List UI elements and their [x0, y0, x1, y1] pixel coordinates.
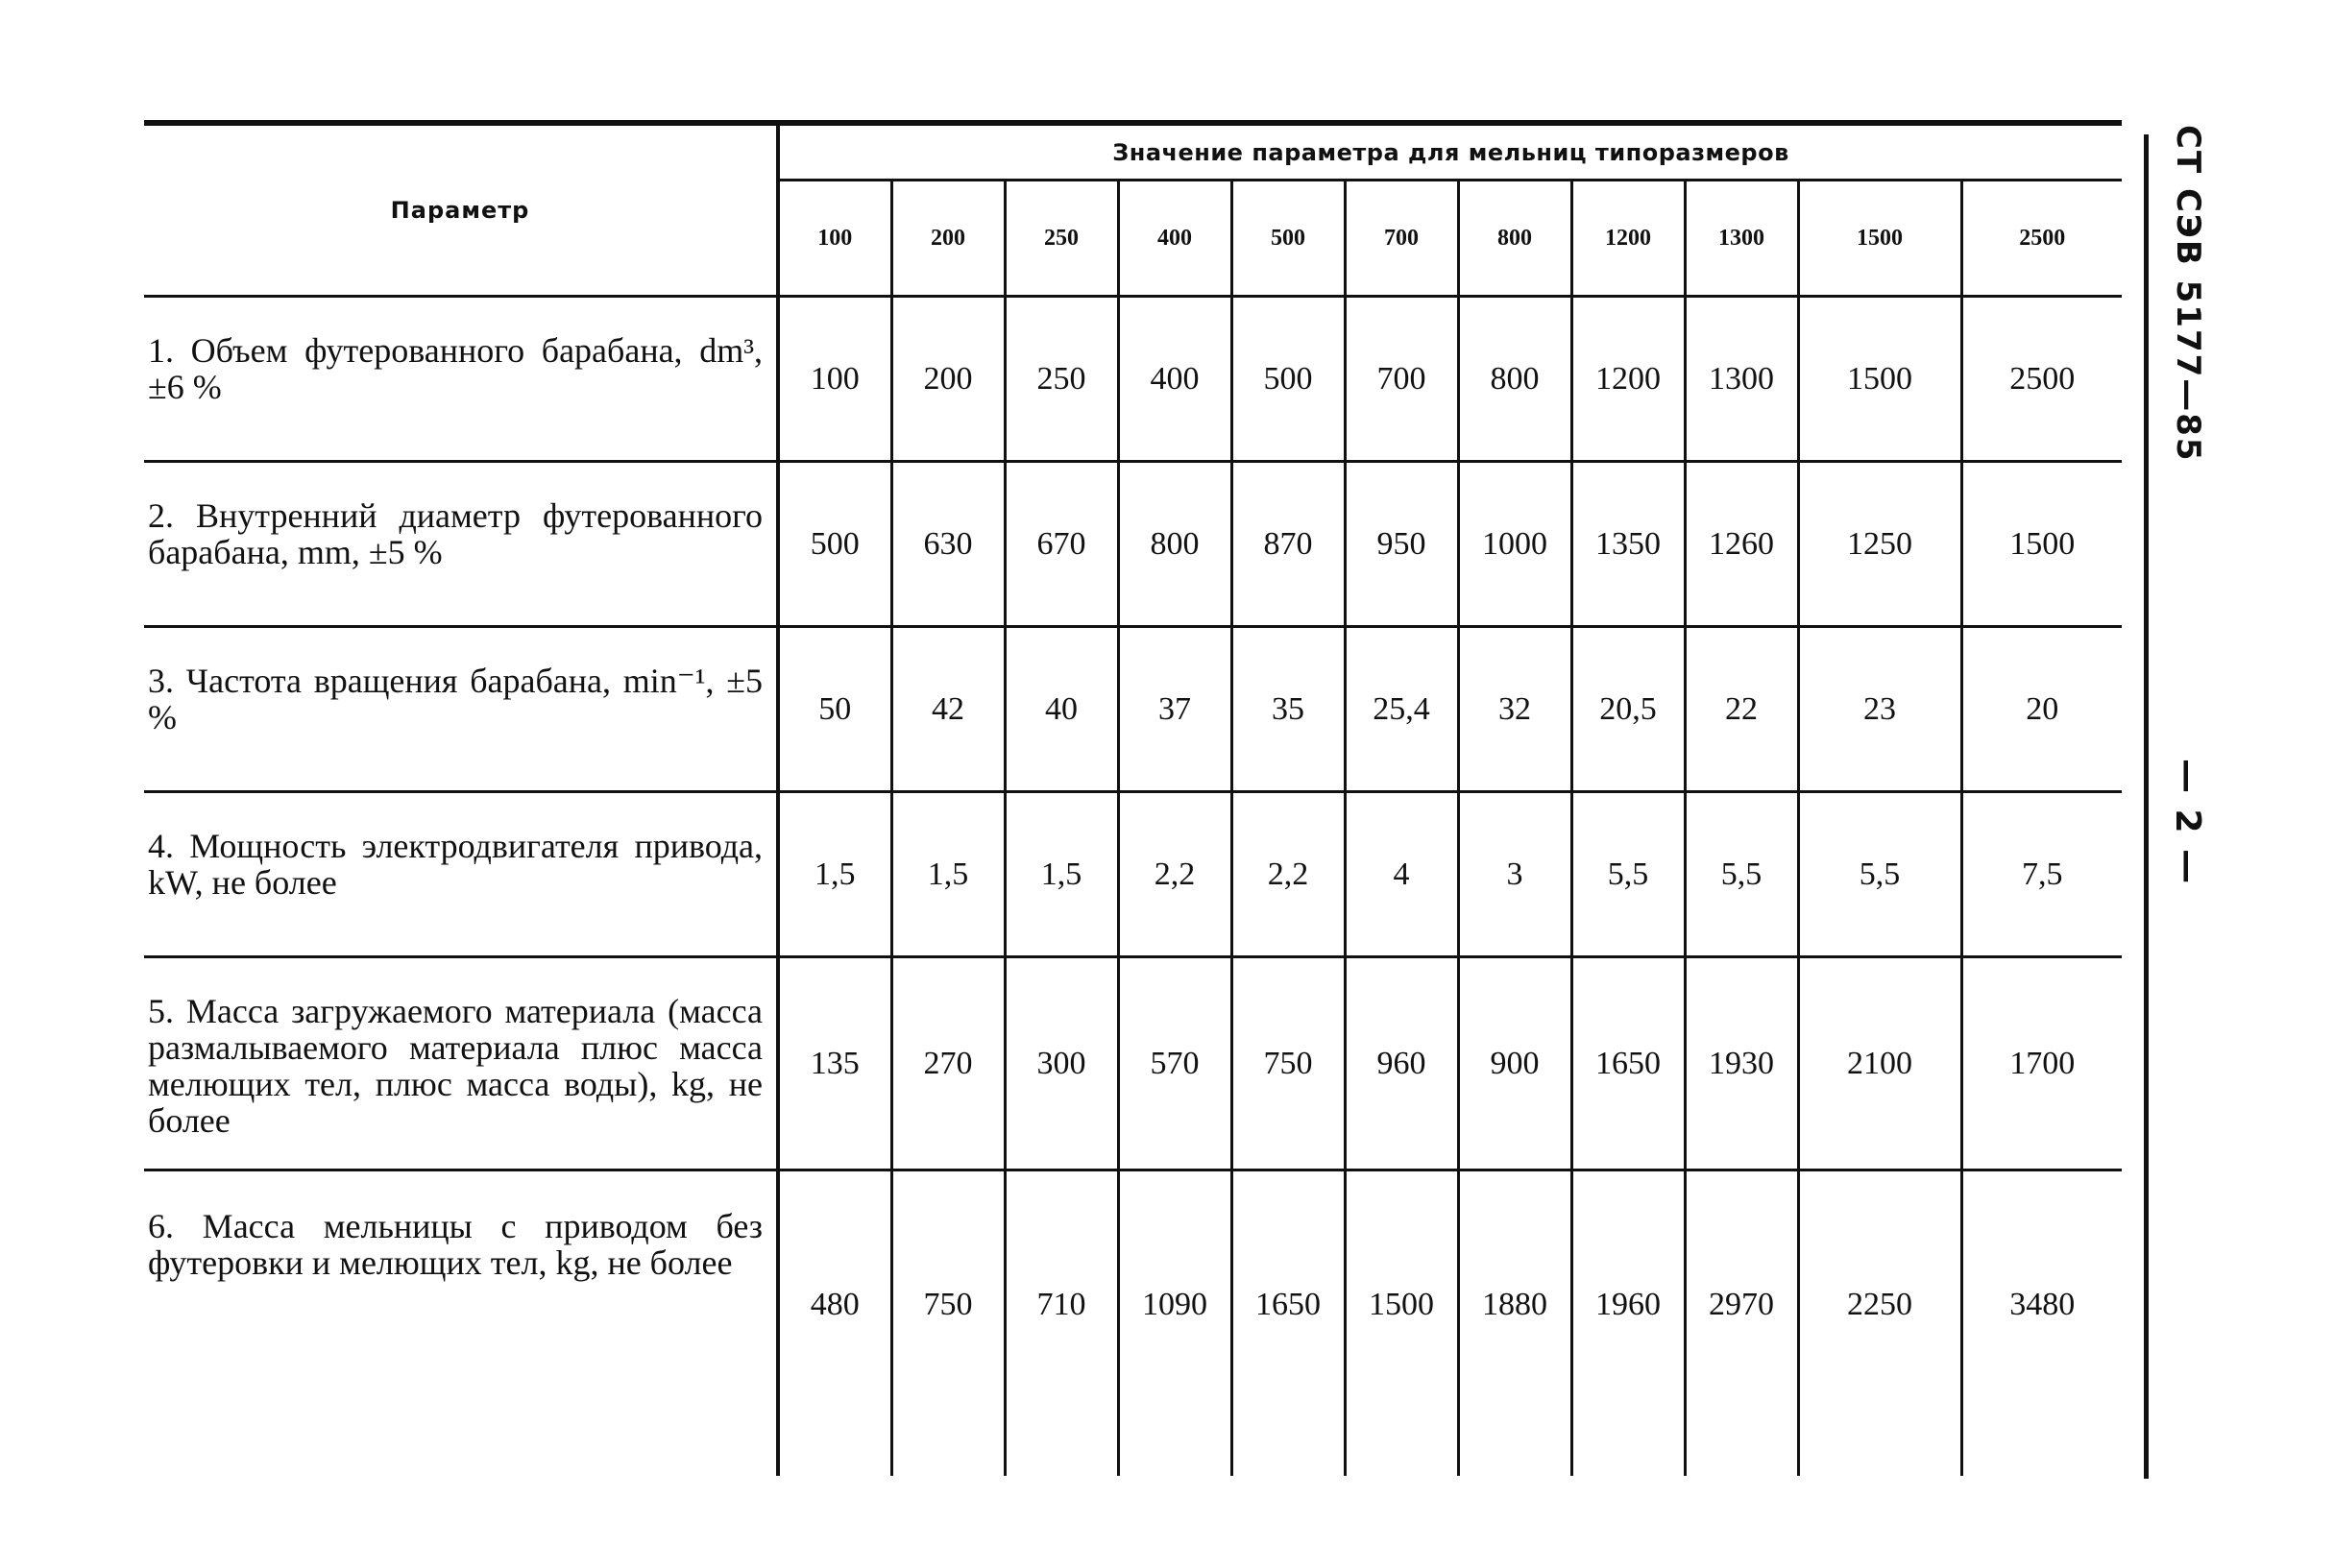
value-cell: 2100 — [1798, 957, 1961, 1170]
value-cell: 1090 — [1118, 1170, 1231, 1476]
page-number — [2168, 759, 2207, 886]
value-cell: 1880 — [1458, 1170, 1571, 1476]
size-group-header: Значение параметра для мельниц типоразмеров — [778, 123, 2122, 181]
value-cell: 400 — [1118, 297, 1231, 462]
value-cell: 7,5 — [1961, 792, 2122, 957]
value-cell: 2970 — [1685, 1170, 1798, 1476]
value-cell: 1,5 — [1005, 792, 1118, 957]
value-cell: 700 — [1345, 297, 1458, 462]
size-header: 2500 — [1961, 181, 2122, 297]
size-header: 1200 — [1571, 181, 1685, 297]
value-cell: 1960 — [1571, 1170, 1685, 1476]
value-cell: 40 — [1005, 627, 1118, 792]
value-cell: 1650 — [1571, 957, 1685, 1170]
value-cell: 35 — [1231, 627, 1345, 792]
value-cell: 800 — [1458, 297, 1571, 462]
size-header: 250 — [1005, 181, 1118, 297]
value-cell: 800 — [1118, 462, 1231, 627]
parameter-label: 4. Мощность электродвигателя привода, kW, не более — [144, 792, 778, 957]
value-cell: 20 — [1961, 627, 2122, 792]
value-cell: 1000 — [1458, 462, 1571, 627]
value-cell: 1200 — [1571, 297, 1685, 462]
size-header: 1500 — [1798, 181, 1961, 297]
value-cell: 100 — [778, 297, 891, 462]
value-cell: 1650 — [1231, 1170, 1345, 1476]
value-cell: 3 — [1458, 792, 1571, 957]
table-row — [144, 957, 2122, 1170]
value-cell: 950 — [1345, 462, 1458, 627]
value-cell: 870 — [1231, 462, 1345, 627]
value-cell: 1500 — [1345, 1170, 1458, 1476]
value-cell: 480 — [778, 1170, 891, 1476]
value-cell: 500 — [778, 462, 891, 627]
value-cell: 1350 — [1571, 462, 1685, 627]
value-cell: 900 — [1458, 957, 1571, 1170]
value-cell: 42 — [891, 627, 1005, 792]
value-cell: 630 — [891, 462, 1005, 627]
value-cell: 22 — [1685, 627, 1798, 792]
value-cell: 5,5 — [1798, 792, 1961, 957]
value-cell: 2,2 — [1231, 792, 1345, 957]
value-cell: 5,5 — [1571, 792, 1685, 957]
value-cell: 2250 — [1798, 1170, 1961, 1476]
value-cell: 1500 — [1798, 297, 1961, 462]
parameter-label: 5. Масса загружаемого материала (масса размалываемого материала плюс масса мелющих тел, плюс масса воды), kg, не более — [144, 957, 778, 1170]
value-cell: 37 — [1118, 627, 1231, 792]
margin-rule — [2144, 134, 2149, 1479]
value-cell: 23 — [1798, 627, 1961, 792]
value-cell: 3480 — [1961, 1170, 2122, 1476]
value-cell: 1,5 — [778, 792, 891, 957]
parameter-label: 1. Объем футерованного барабана, dm³, ±6 % — [144, 297, 778, 462]
value-cell: 250 — [1005, 297, 1118, 462]
value-cell: 135 — [778, 957, 891, 1170]
value-cell: 1,5 — [891, 792, 1005, 957]
value-cell: 4 — [1345, 792, 1458, 957]
value-cell: 750 — [1231, 957, 1345, 1170]
value-cell: 2,2 — [1118, 792, 1231, 957]
value-cell: 32 — [1458, 627, 1571, 792]
value-cell: 20,5 — [1571, 627, 1685, 792]
value-cell: 25,4 — [1345, 627, 1458, 792]
table-row — [144, 627, 2122, 792]
value-cell: 1250 — [1798, 462, 1961, 627]
parameters-table — [144, 120, 2122, 1476]
value-cell: 50 — [778, 627, 891, 792]
parameter-label: 6. Масса мельницы с приводом без футеровки и мелющих тел, kg, не более — [148, 1207, 763, 1282]
value-cell: 710 — [1005, 1170, 1118, 1476]
page-number-text: — 2 — — [2168, 759, 2207, 886]
value-cell: 300 — [1005, 957, 1118, 1170]
value-cell: 200 — [891, 297, 1005, 462]
table-row — [144, 297, 2122, 462]
value-cell: 2500 — [1961, 297, 2122, 462]
value-cell: 750 — [891, 1170, 1005, 1476]
value-cell: 1700 — [1961, 957, 2122, 1170]
size-header: 200 — [891, 181, 1005, 297]
value-cell: 500 — [1231, 297, 1345, 462]
value-cell: 1300 — [1685, 297, 1798, 462]
size-header: 800 — [1458, 181, 1571, 297]
size-header: 500 — [1231, 181, 1345, 297]
size-header: 1300 — [1685, 181, 1798, 297]
standard-designation — [2169, 125, 2207, 463]
value-cell: 570 — [1118, 957, 1231, 1170]
table-row — [144, 462, 2122, 627]
table-row — [144, 1170, 2122, 1476]
value-cell: 670 — [1005, 462, 1118, 627]
value-cell: 960 — [1345, 957, 1458, 1170]
parameter-label: 2. Внутренний диаметр футерованного барабана, mm, ±5 % — [144, 462, 778, 627]
table-row — [144, 792, 2122, 957]
value-cell: 1500 — [1961, 462, 2122, 627]
size-header: 700 — [1345, 181, 1458, 297]
value-cell: 1930 — [1685, 957, 1798, 1170]
standard-designation-text: СТ СЭВ 5177—85 — [2169, 125, 2207, 463]
parameter-label: 3. Частота вращения барабана, min⁻¹, ±5 % — [144, 627, 778, 792]
value-cell: 270 — [891, 957, 1005, 1170]
size-header: 100 — [778, 181, 891, 297]
value-cell: 5,5 — [1685, 792, 1798, 957]
param-column-header: Параметр — [144, 123, 778, 297]
size-header: 400 — [1118, 181, 1231, 297]
value-cell: 1260 — [1685, 462, 1798, 627]
